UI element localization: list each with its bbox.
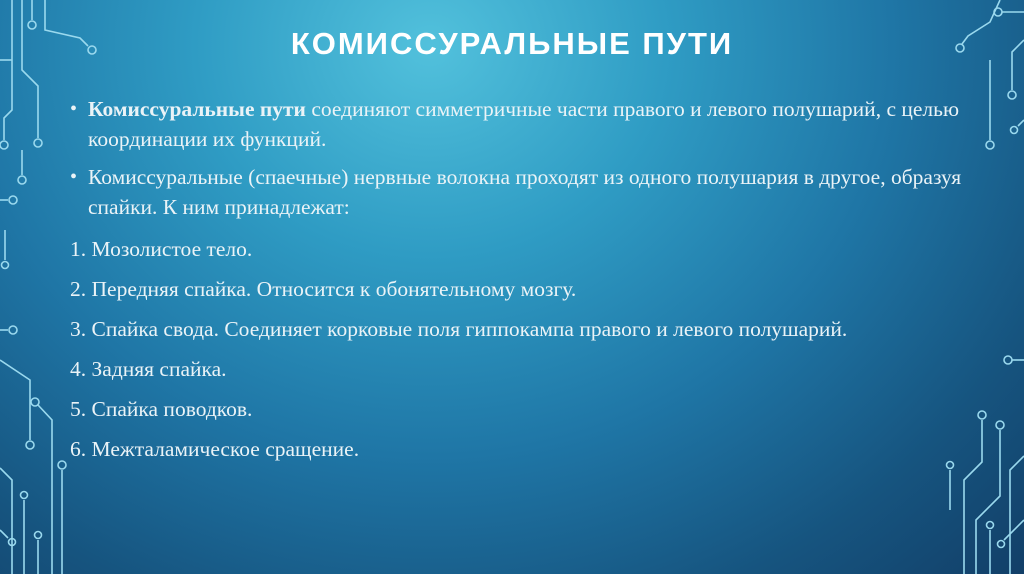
numbered-item: 6. Межталамическое сращение. bbox=[70, 437, 360, 461]
bullet-item bbox=[70, 162, 970, 222]
numbered-item: 3. Спайка свода. Соединяет корковые поля гиппокампа правого и левого полушарий. bbox=[70, 317, 848, 341]
bullet-text: Комиссуральные (спаечные) нервные волокна проходят из одного полушария в другое, образуя спайки. К ним принадлежат: bbox=[88, 165, 962, 219]
bullet-icon: • bbox=[70, 98, 78, 120]
bullet-icon: • bbox=[70, 166, 78, 188]
bullet-item bbox=[70, 94, 970, 154]
numbered-item: 2. Передняя спайка. Относится к обонятельному мозгу. bbox=[70, 277, 577, 301]
numbered-item: 5. Спайка поводков. bbox=[70, 397, 253, 421]
bullet-text: соединяют симметричные части правого и левого полушарий, с целью координации их функций. bbox=[88, 97, 960, 151]
slide-title: КОМИССУРАЛЬНЫЕ ПУТИ bbox=[290, 26, 734, 61]
bullet-bold-term: Комиссуральные пути bbox=[88, 97, 306, 121]
slide-content bbox=[70, 94, 970, 474]
numbered-item: 4. Задняя спайка. bbox=[70, 357, 227, 381]
numbered-item: 1. Мозолистое тело. bbox=[70, 237, 253, 261]
